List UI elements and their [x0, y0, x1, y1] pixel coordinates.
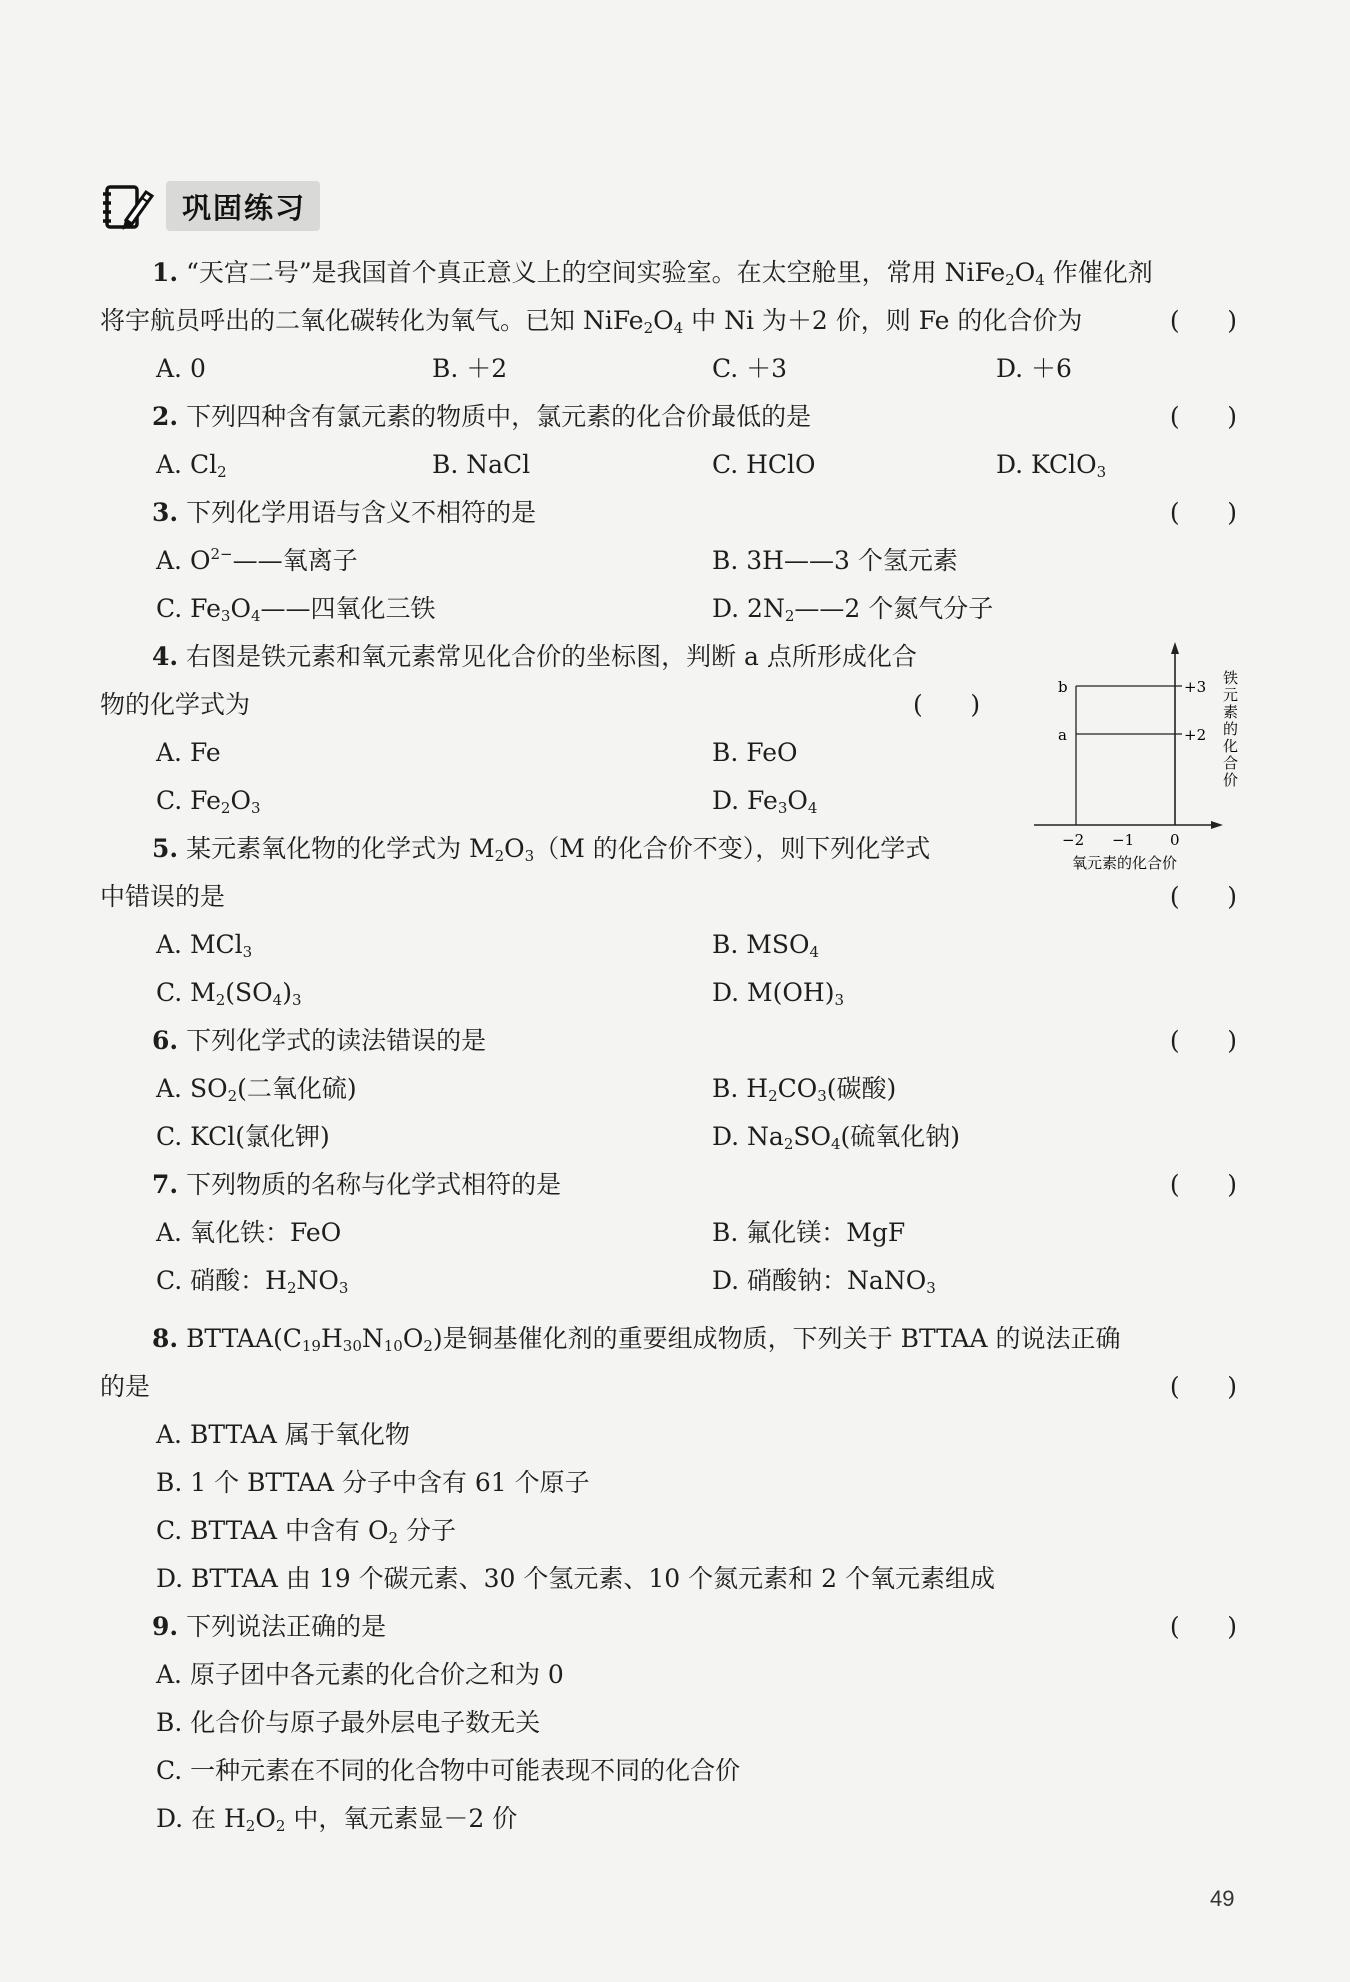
text-run: ——氧离子 — [232, 546, 358, 575]
subscript: 3 — [1096, 463, 1107, 481]
subscript: 3 — [524, 847, 535, 865]
subscript: 2 — [217, 463, 227, 481]
q3-option-a[interactable] — [156, 544, 358, 578]
subscript: 2 — [494, 847, 505, 865]
x-axis-arrow — [1211, 821, 1223, 829]
q4-line1 — [152, 640, 917, 674]
q1-option-d[interactable]: D. ＋6 — [996, 354, 1072, 383]
q4-number: 4. — [152, 642, 179, 671]
q5-number: 5. — [152, 834, 179, 863]
q6-stem — [152, 1024, 486, 1058]
subscript: 3 — [926, 1279, 936, 1297]
q1-option-c[interactable]: C. ＋3 — [712, 354, 788, 383]
y-axis-arrow — [1171, 642, 1179, 654]
q9-option-c[interactable]: C. 一种元素在不同的化合物中可能表现不同的化合价 — [156, 1756, 741, 1785]
q7-number: 7. — [152, 1170, 179, 1199]
text-run: C. Fe — [156, 786, 221, 815]
text-run: (二氧化硫) — [237, 1074, 357, 1103]
q7-text: 下列物质的名称与化学式相符的是 — [186, 1170, 562, 1199]
q7-answer-blank[interactable]: ( ) — [1169, 1170, 1237, 1199]
point-a-label: a — [1058, 726, 1067, 744]
x-tick-label-m2: −2 — [1062, 831, 1085, 849]
subscript: 2 — [227, 1087, 238, 1105]
y-axis-label: 铁元素的化合价 — [1221, 670, 1239, 789]
text-run: C. Fe — [156, 594, 221, 623]
q3-number: 3. — [152, 498, 179, 527]
subscript: 19 — [301, 1337, 321, 1355]
q4-option-a[interactable]: A. Fe — [156, 738, 221, 767]
q5-answer-blank[interactable]: ( ) — [1169, 882, 1237, 911]
q9-stem — [152, 1610, 386, 1644]
text-run: B. H — [712, 1074, 769, 1103]
q4-text: 右图是铁元素和氧元素常见化合价的坐标图，判断 a 点所形成化合 — [186, 642, 917, 671]
q6-text: 下列化学式的读法错误的是 — [186, 1026, 487, 1055]
q7-option-c[interactable] — [156, 1264, 348, 1298]
q1-option-a[interactable]: A. 0 — [156, 354, 206, 383]
superscript: 2− — [210, 545, 233, 563]
q2-stem — [152, 400, 811, 434]
q9-option-a[interactable]: A. 原子团中各元素的化合价之和为 0 — [156, 1660, 564, 1689]
q2-answer-blank[interactable]: ( ) — [1169, 402, 1237, 431]
text-run: D. 硝酸钠：NaNO — [712, 1266, 927, 1295]
subscript: 2 — [783, 1135, 794, 1153]
subscript: 4 — [807, 799, 818, 817]
text-run: 将宇航员呼出的二氧化碳转化为氧气。已知 NiFe — [100, 306, 644, 335]
text-run: A. SO — [156, 1074, 228, 1103]
text-run: A. O — [156, 546, 211, 575]
q6-option-c[interactable]: C. KCl(氯化钾) — [156, 1122, 330, 1151]
q9-number: 9. — [152, 1612, 179, 1641]
q6-number: 6. — [152, 1026, 179, 1055]
text-run: 中 Ni 为＋2 价，则 Fe 的化合价为 — [683, 306, 1083, 335]
q6-option-a[interactable] — [156, 1072, 357, 1106]
q3-option-c[interactable] — [156, 592, 436, 626]
q1-number: 1. — [152, 258, 179, 287]
q8-option-b[interactable]: B. 1 个 BTTAA 分子中含有 61 个原子 — [156, 1468, 590, 1497]
q1-answer-blank[interactable]: ( ) — [1169, 306, 1237, 335]
y-tick-label-2: +2 — [1184, 726, 1207, 744]
y-tick-label-3: +3 — [1184, 678, 1207, 696]
text-run: A. MCl — [156, 930, 243, 959]
q8-answer-blank[interactable]: ( ) — [1169, 1372, 1237, 1401]
text-run: (硫氧化钠) — [840, 1122, 961, 1151]
section-title-box — [166, 181, 320, 231]
q6-option-d[interactable] — [712, 1120, 960, 1154]
text-run: O — [402, 1324, 424, 1353]
q2-text: 下列四种含有氯元素的物质中，氯元素的化合价最低的是 — [186, 402, 812, 431]
q1-line2 — [100, 304, 1082, 338]
text-run: O — [230, 786, 251, 815]
text-run: (SO — [225, 978, 273, 1007]
text-run: D. 在 H — [156, 1804, 246, 1833]
q8-line2: 的是 — [100, 1372, 151, 1401]
subscript: 3 — [834, 991, 844, 1009]
text-run: ——2 个氮气分子 — [794, 594, 994, 623]
subscript: 3 — [777, 799, 788, 817]
text-run: A. Cl — [156, 450, 218, 479]
text-run: ) — [282, 978, 292, 1007]
subscript: 2 — [423, 1337, 433, 1355]
subscript: 3 — [242, 943, 253, 961]
text-run: O — [504, 834, 525, 863]
text-run: O — [255, 1804, 276, 1833]
point-b-label: b — [1058, 678, 1068, 696]
q5-option-d[interactable] — [712, 976, 844, 1010]
subscript: 2 — [1005, 271, 1015, 289]
q3-answer-blank[interactable]: ( ) — [1169, 498, 1237, 527]
q4-answer-blank[interactable]: ( ) — [913, 690, 981, 719]
x-axis-label: 氧元素的化合价 — [1072, 854, 1178, 872]
section-title: 巩固练习 — [182, 190, 307, 225]
page-number: 49 — [1210, 1886, 1235, 1911]
text-run: (碳酸) — [826, 1074, 897, 1103]
q2-number: 2. — [152, 402, 179, 431]
text-run: ——四氧化三铁 — [260, 594, 436, 623]
q2-option-d[interactable] — [996, 448, 1106, 482]
subscript: 4 — [1035, 271, 1045, 289]
subscript: 2 — [784, 607, 795, 625]
notebook-pencil-icon — [98, 178, 160, 234]
subscript: 30 — [342, 1337, 362, 1355]
text-run: )是铜基催化剂的重要组成物质，下列关于 BTTAA 的说法正确 — [432, 1324, 1121, 1353]
text-run: C. M — [156, 978, 216, 1007]
text-run: N — [361, 1324, 384, 1353]
q9-text: 下列说法正确的是 — [186, 1612, 387, 1641]
q5-option-c[interactable] — [156, 976, 302, 1010]
q3-text: 下列化学用语与含义不相符的是 — [186, 498, 537, 527]
text-run: 中，氧元素显－2 价 — [285, 1804, 518, 1833]
q5-text: 某元素氧化物的化学式为 M — [186, 834, 495, 863]
q2-option-b[interactable]: B. NaCl — [432, 450, 531, 479]
text-run: O — [1014, 258, 1036, 287]
text-run: D. Fe — [712, 786, 778, 815]
q8-option-a[interactable]: A. BTTAA 属于氧化物 — [156, 1420, 410, 1449]
text-run: O — [653, 306, 674, 335]
text-run: D. KClO — [996, 450, 1097, 479]
text-run: H — [320, 1324, 343, 1353]
text-run: （M 的化合价不变），则下列化学式 — [534, 834, 931, 863]
subscript: 2 — [643, 319, 654, 337]
subscript: 3 — [220, 607, 231, 625]
q6-option-b[interactable] — [712, 1072, 896, 1106]
text-run: D. 2N — [712, 594, 785, 623]
subscript: 2 — [215, 991, 226, 1009]
q4-line2: 物的化学式为 — [100, 690, 251, 719]
q6-answer-blank[interactable]: ( ) — [1169, 1026, 1237, 1055]
q5-line2: 中错误的是 — [100, 882, 226, 911]
q8-number: 8. — [152, 1324, 179, 1353]
q3-option-d[interactable] — [712, 592, 993, 626]
text-run: NO — [296, 1266, 339, 1295]
q3-option-b[interactable]: B. 3H——3 个氢元素 — [712, 546, 958, 575]
q7-stem — [152, 1168, 561, 1202]
text-run: CO — [777, 1074, 818, 1103]
text-run: D. M(OH) — [712, 978, 835, 1007]
q7-option-b[interactable]: B. 氟化镁：MgF — [712, 1218, 906, 1247]
x-tick-label-0: 0 — [1170, 831, 1180, 849]
subscript: 10 — [383, 1337, 403, 1355]
q8-text: BTTAA(C — [186, 1324, 302, 1353]
subscript: 3 — [291, 991, 302, 1009]
text-run: 作催化剂 — [1044, 258, 1153, 287]
subscript: 4 — [272, 991, 283, 1009]
subscript: 2 — [245, 1817, 256, 1835]
q9-answer-blank[interactable]: ( ) — [1169, 1612, 1237, 1641]
subscript: 2 — [768, 1087, 778, 1105]
subscript: 2 — [286, 1279, 297, 1297]
q3-stem — [152, 496, 536, 530]
subscript: 4 — [673, 319, 684, 337]
subscript: 2 — [220, 799, 231, 817]
text-run: C. BTTAA 中含有 O — [156, 1516, 389, 1545]
text-run: 分子 — [398, 1516, 456, 1545]
q4-option-d[interactable] — [712, 784, 817, 818]
subscript: 4 — [809, 943, 820, 961]
q8-line1 — [152, 1322, 1120, 1356]
valence-coordinate-graph — [1030, 640, 1260, 885]
q1-option-b[interactable]: B. ＋2 — [432, 354, 508, 383]
section-header — [98, 178, 320, 234]
q9-option-b[interactable]: B. 化合价与原子最外层电子数无关 — [156, 1708, 541, 1737]
q9-option-d[interactable] — [156, 1802, 517, 1836]
q1-text: “天宫二号”是我国首个真正意义上的空间实验室。在太空舱里，常用 NiFe — [186, 258, 1006, 287]
q7-option-d[interactable] — [712, 1264, 936, 1298]
text-run: B. MSO — [712, 930, 810, 959]
text-run: SO — [793, 1122, 831, 1151]
q2-option-a[interactable] — [156, 448, 227, 482]
q5-option-a[interactable] — [156, 928, 252, 962]
q8-option-d[interactable]: D. BTTAA 由 19 个碳元素、30 个氢元素、10 个氮元素和 2 个氧元素组成 — [156, 1564, 995, 1593]
q4-option-c[interactable] — [156, 784, 261, 818]
text-run: D. Na — [712, 1122, 784, 1151]
x-tick-label-m1: −1 — [1112, 831, 1135, 849]
q8-option-c[interactable] — [156, 1514, 456, 1548]
q1-line1 — [152, 256, 1153, 290]
text-run: C. 硝酸：H — [156, 1266, 287, 1295]
q5-option-b[interactable] — [712, 928, 819, 962]
subscript: 4 — [831, 1135, 841, 1153]
q4-option-b[interactable]: B. FeO — [712, 738, 798, 767]
subscript: 4 — [250, 607, 261, 625]
text-run: O — [230, 594, 251, 623]
subscript: 2 — [388, 1529, 398, 1547]
subscript: 3 — [338, 1279, 349, 1297]
q2-option-c[interactable]: C. HClO — [712, 450, 816, 479]
q7-option-a[interactable]: A. 氧化铁：FeO — [156, 1218, 342, 1247]
text-run: O — [787, 786, 808, 815]
subscript: 3 — [250, 799, 261, 817]
subscript: 3 — [817, 1087, 827, 1105]
q5-line1 — [152, 832, 930, 866]
subscript: 2 — [275, 1817, 286, 1835]
